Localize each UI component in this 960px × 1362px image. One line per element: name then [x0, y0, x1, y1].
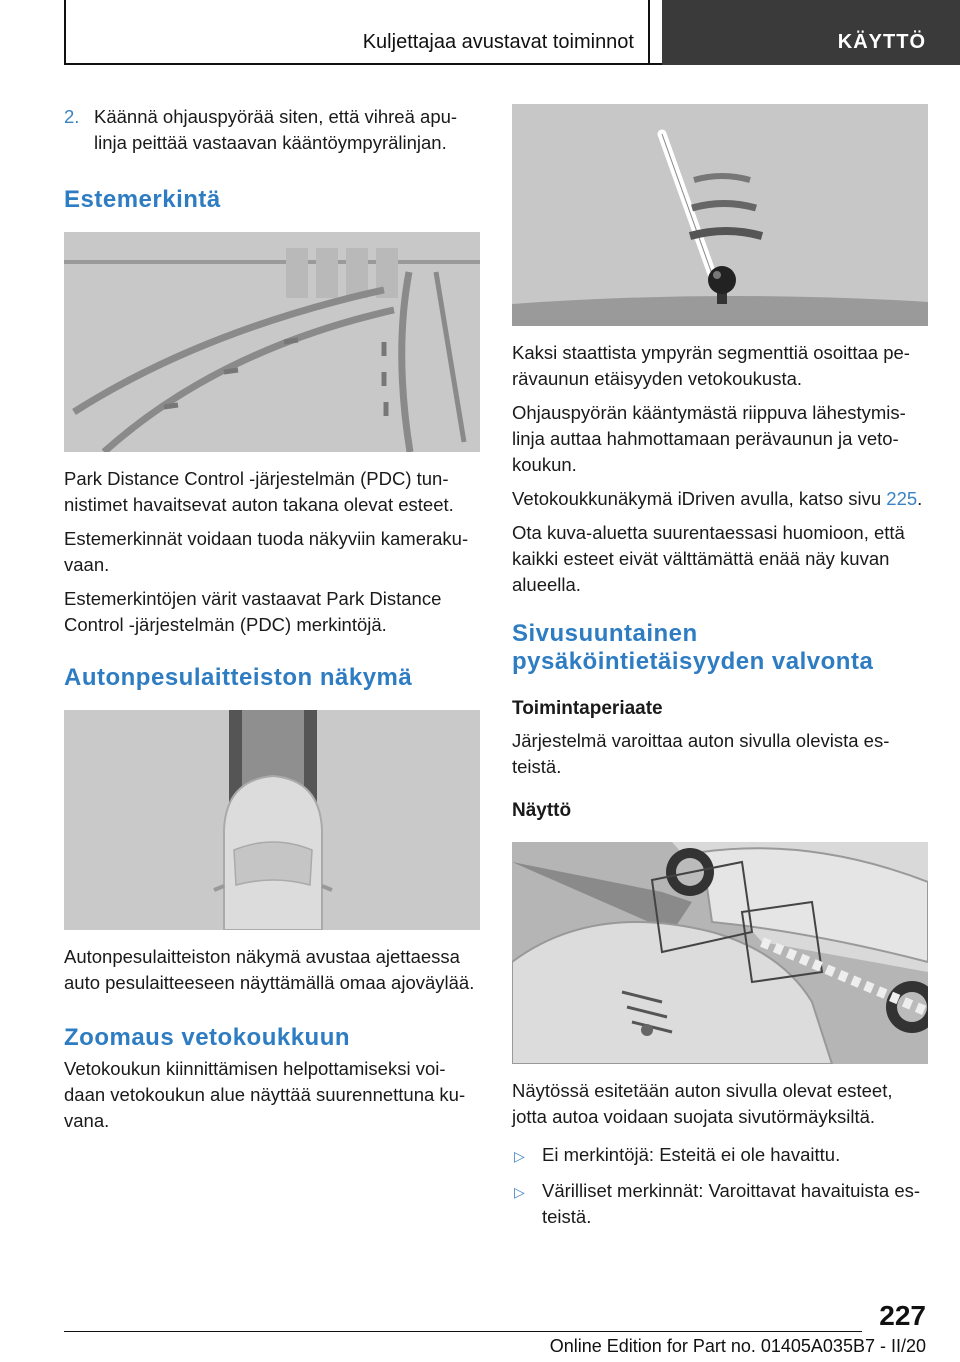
zoom-heading: Zoomaus vetokoukkuun — [64, 1024, 351, 1051]
side-heading-line-1: Sivusuuntainen — [512, 620, 698, 647]
step-text: Käännä ohjauspyörää siten, että vihreä apulinja peittää vastaavan kääntöympyrälinjan. — [94, 106, 458, 153]
zoom-paragraph-1: Vetokoukun kiinnittämisen helpottamiseksi voidaan vetokoukun alue näyttää suurennettuna kuvana. — [64, 1058, 466, 1131]
bullet-text-2: Värilliset merkinnät: Varoittavat havaituista esteistä. — [542, 1180, 921, 1227]
bullet-item — [512, 1178, 928, 1230]
obstacle-marking-image — [64, 232, 480, 452]
carwash-heading: Autonpesulaitteiston näkymä — [64, 664, 413, 691]
obstacle-paragraph-3: Estemerkintöjen värit vastaavat Park Distance Control ‑järjestelmän (PDC) merkintöjä. — [64, 588, 442, 635]
step-2 — [64, 104, 480, 156]
page-link-225[interactable]: 225 — [886, 488, 918, 509]
hitch-paragraph-1: Kaksi staattista ympyrän segmenttiä osoittaa perävaunun etäisyyden vetokoukusta. — [512, 342, 910, 389]
header-chapter-title: KÄYTTÖ — [837, 31, 926, 53]
obstacle-paragraph-2: Estemerkinnät voidaan tuoda näkyviin kamerakuvaan. — [64, 528, 469, 575]
right-column — [512, 104, 928, 1238]
obstacle-paragraph-1: Park Distance Control ‑järjestelmän (PDC) tunnistimet havaitsevat auton takana olevat esteet. — [64, 468, 454, 515]
side-parking-display-image — [512, 842, 928, 1064]
principle-paragraph-1: Järjestelmä varoittaa auton sivulla olevista esteistä. — [512, 730, 890, 777]
page-number: 227 — [879, 1300, 926, 1331]
carwash-paragraph-1: Autonpesulaitteiston näkymä avustaa ajettaessa auto pesulaitteeseen näyttämällä omaa ajoväylää. — [64, 946, 475, 993]
hitch-paragraph-3-text: Vetokoukkunäkymä iDriven avulla, katso sivu — [512, 488, 887, 509]
obstacle-heading: Estemerkintä — [64, 186, 221, 213]
trailer-hitch-image — [512, 104, 928, 326]
principle-heading: Toimintaperiaate — [512, 698, 663, 719]
side-heading-line-2: pysäköintietäisyyden valvonta — [512, 648, 874, 675]
triangle-right-icon: ▷ — [514, 1184, 525, 1200]
step-number: 2. — [64, 106, 80, 127]
hitch-paragraph-3 — [512, 486, 928, 512]
bullet-item — [512, 1142, 928, 1168]
hitch-paragraph-2: Ohjauspyörän kääntymästä riippuva lähestymislinja auttaa hahmottamaan perävaunun ja vetokoukun. — [512, 402, 906, 475]
triangle-right-icon: ▷ — [514, 1148, 525, 1164]
display-paragraph-1: Näytössä esitetään auton sivulla olevat esteet, jotta autoa voidaan suojata sivutörmäyksiltä. — [512, 1080, 893, 1127]
display-heading: Näyttö — [512, 800, 572, 821]
carwash-view-image — [64, 710, 480, 930]
bullet-text-1: Ei merkintöjä: Esteitä ei ole havaittu. — [542, 1144, 841, 1165]
left-column — [64, 104, 480, 1142]
hitch-paragraph-3-suffix: . — [917, 488, 923, 509]
header-chapter-box — [662, 0, 960, 65]
footer-rule — [64, 1331, 862, 1332]
header-section-box — [64, 0, 650, 65]
side-parking-heading — [512, 620, 928, 676]
hitch-paragraph-4: Ota kuva-aluetta suurentaessasi huomioon, että kaikki esteet eivät välttämättä enää näy kuvan alueella. — [512, 522, 905, 595]
footer-edition: Online Edition for Part no. 01405A035B7 - II/20 — [549, 1336, 926, 1356]
header-section-title: Kuljettajaa avustavat toiminnot — [362, 31, 634, 53]
